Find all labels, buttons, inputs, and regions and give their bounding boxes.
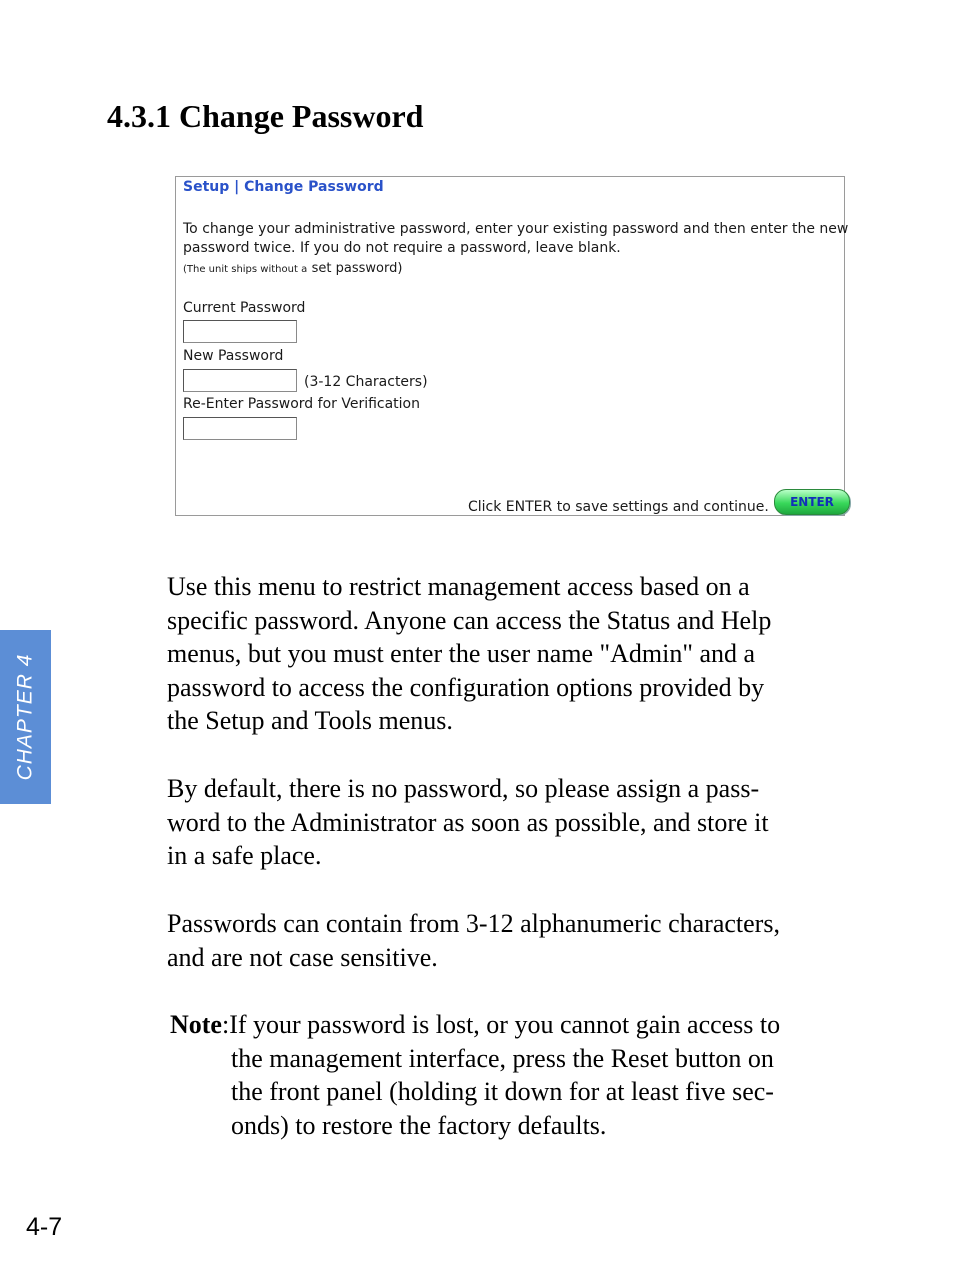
save-instructions: Click ENTER to save settings and continue.	[468, 499, 769, 515]
paragraph-line: specific password. Anyone can access the Status and Help	[167, 605, 772, 635]
paragraph-line: in a safe place.	[167, 841, 322, 871]
paragraph-access	[167, 570, 857, 738]
intro-line-2: password twice. If you do not require a password, leave blank.	[183, 240, 621, 256]
paragraph-line: By default, there is no password, so please assign a pass-	[167, 774, 760, 803]
note-line-1: :If your password is lost, or you cannot gain access to	[221, 1010, 781, 1039]
note-line: the management interface, press the Reset button on	[231, 1043, 774, 1073]
enter-button[interactable]: ENTER	[774, 489, 850, 515]
paragraph-default	[167, 772, 857, 873]
paragraph-line: and are not case sensitive.	[167, 942, 438, 972]
reenter-password-input[interactable]	[183, 417, 297, 440]
intro-line-3	[183, 260, 402, 276]
paragraph-line: the Setup and Tools menus.	[167, 706, 453, 736]
change-password-screenshot	[175, 176, 849, 516]
note-line: the front panel (holding it down for at least five sec-	[231, 1077, 774, 1107]
current-password-label: Current Password	[183, 300, 306, 316]
chapter-tab-label: CHAPTER 4	[13, 653, 37, 781]
page-number: 4-7	[26, 1213, 63, 1241]
current-password-input[interactable]	[183, 320, 297, 343]
intro-line-3-small: (The unit ships without a	[183, 264, 308, 275]
reenter-password-label: Re-Enter Password for Verification	[183, 396, 420, 412]
new-password-hint: (3-12 Characters)	[304, 374, 428, 390]
intro-line-1: To change your administrative password, enter your existing password and then enter the new	[183, 221, 849, 237]
paragraph-line: menus, but you must enter the user name "Admin" and a	[167, 639, 756, 669]
paragraph-rules	[167, 907, 857, 974]
screenshot-breadcrumb-title: Setup | Change Password	[183, 179, 384, 195]
new-password-label: New Password	[183, 348, 284, 364]
note-first-line	[170, 1008, 860, 1042]
chapter-tab	[0, 630, 51, 804]
note-block	[170, 1008, 860, 1142]
new-password-input[interactable]	[183, 369, 297, 392]
section-heading: 4.3.1 Change Password	[107, 98, 424, 134]
paragraph-line: Use this menu to restrict management access based on a	[167, 572, 750, 601]
note-label: Note	[170, 1010, 222, 1039]
intro-line-3-big: set password)	[311, 261, 403, 276]
paragraph-line: Passwords can contain from 3-12 alphanumeric characters,	[167, 909, 780, 938]
note-line: onds) to restore the factory defaults.	[231, 1110, 607, 1140]
paragraph-line: word to the Administrator as soon as possible, and store it	[167, 807, 769, 837]
paragraph-line: password to access the configuration options provided by	[167, 672, 765, 702]
